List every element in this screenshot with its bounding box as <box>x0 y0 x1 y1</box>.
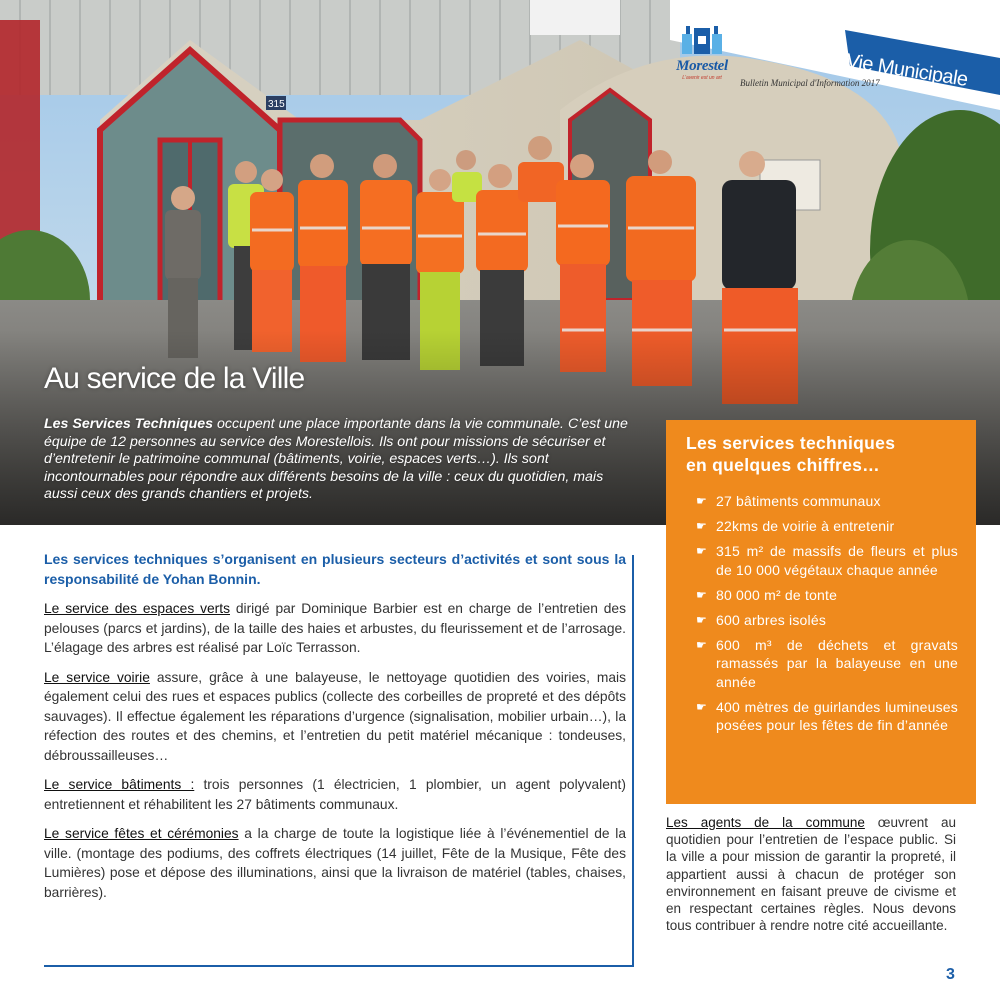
bulletin-title: Bulletin Municipal d'Information 2017 <box>740 78 880 88</box>
pointing-hand-icon: ☛ <box>696 699 707 714</box>
pointing-hand-icon: ☛ <box>696 587 707 602</box>
list-item <box>696 517 958 536</box>
key-figures-title-line2: en quelques chiffres… <box>686 455 880 475</box>
agents-paragraph <box>666 814 956 934</box>
intro-paragraph <box>44 416 634 504</box>
paragraph-voirie <box>44 668 626 766</box>
agents-text: œuvrent au quotidien pour l’entretien de l’espace public. Si la ville a pour mission de garantir la propreté, il appartient aussi à chacun de protéger son environnement en faisant preuve de civisme et en respectant certaines règles. Nous devons tous contribuer à rendre notre cité accueillante. <box>666 815 956 934</box>
morestel-logo <box>668 26 736 96</box>
key-figure-text: 80 000 m² de tonte <box>716 586 838 603</box>
pointing-hand-icon: ☛ <box>696 637 707 652</box>
frame-divider-vertical <box>632 555 634 967</box>
section-title: Vie Municipale <box>844 50 970 91</box>
logo-name: Morestel <box>676 58 728 74</box>
list-item <box>696 636 958 692</box>
key-figure-text: 315 m² de massifs de fleurs et plus de 10 000 végétaux chaque année <box>716 543 958 578</box>
main-column <box>44 549 626 912</box>
intro-text: occupent une place importante dans la vie communale. C’est une équipe de 12 personnes au service des Morestellois. Ils ont pour missions de sécuriser et d’entretenir le patrimoine communal (bâtiments, voirie, espaces verts…). Ils sont incontournables pour répondre aux différents besoins de la ville : ceux du quotidien, mais aussi ceux des grands chantiers et projets. <box>44 416 628 503</box>
pointing-hand-icon: ☛ <box>696 494 707 508</box>
list-item <box>696 611 958 630</box>
logo-tagline: L'avenir est un art <box>682 75 722 81</box>
paragraph-label: Le service voirie <box>44 669 150 685</box>
page-number: 3 <box>946 966 955 983</box>
paragraph-text: trois personnes (1 électricien, 1 plombier, un agent polyvalent) entretiennent et réhabilitent les 27 bâtiments communaux. <box>44 777 626 812</box>
agents-label: Les agents de la commune <box>666 815 865 830</box>
paragraph-label: Le service bâtiments : <box>44 777 195 792</box>
key-figure-text: 27 bâtiments communaux <box>716 493 881 509</box>
key-figures-list <box>696 492 958 741</box>
list-item <box>696 492 958 511</box>
pointing-hand-icon: ☛ <box>696 544 707 558</box>
list-item <box>696 542 958 579</box>
paragraph-text: a la charge de toute la logistique liée à l’événementiel de la ville. (montage des podiums, des coffrets électriques (14 juillet, Fête de la Musique, Fête des Lumières) pose et dépose des illuminations, ainsi que la livraison de matériel (tables, chaises, barrières). <box>44 826 626 900</box>
paragraph-espaces-verts <box>44 599 626 658</box>
key-figure-text: 22kms de voirie à entretenir <box>716 518 895 534</box>
page-title: Au service de la Ville <box>44 362 305 395</box>
key-figure-text: 600 arbres isolés <box>716 611 827 628</box>
paragraph-text: dirigé par Dominique Barbier est en charge de l’entretien des pelouses (parcs et jardins), de la taille des haies et arbustes, du fleurissement et de l’arrosage. L’élagage des arbres est réalisé par Loïc Terrasson. <box>44 601 626 655</box>
list-item <box>696 586 958 605</box>
key-figure-text: 400 mètres de guirlandes lumineuses posées pour les fêtes de fin d’année <box>716 698 958 733</box>
paragraph-label: Le service fêtes et cérémonies <box>44 826 239 841</box>
key-figure-text: 600 m³ de déchets et gravats ramassés par la balayeuse en une année <box>716 636 958 690</box>
paragraph-text: assure, grâce à une balayeuse, le nettoyage quotidien des voiries, mais également celui des rues et espaces publics (collecte des corbeilles de propreté et des dépôts sauvages). Il effectue également les réparations d’urgence (signalisation, mobilier urbain…), la réfection des routes et des chemins, et l’entretien du petit matériel mécanique : tondeuses, débroussailleuses… <box>44 669 626 763</box>
pointing-hand-icon: ☛ <box>696 519 707 533</box>
list-item <box>696 698 958 735</box>
intro-lead-bold: Les Services Techniques <box>44 416 214 432</box>
key-figures-title-line1: Les services techniques <box>686 433 896 453</box>
paragraph-batiments <box>44 775 626 814</box>
paragraph-fetes <box>44 824 626 902</box>
frame-divider-horizontal <box>44 965 634 967</box>
paragraph-label: Le service des espaces verts <box>44 601 230 616</box>
pointing-hand-icon: ☛ <box>696 612 707 627</box>
town-crest-icon <box>682 26 722 56</box>
key-figures-box <box>666 420 976 804</box>
main-lead: Les services techniques s’organisent en plusieurs secteurs d’activités et sont sous la responsabilité de Yohan Bonnin. <box>44 551 626 587</box>
building-number: 315 <box>268 99 285 110</box>
key-figures-title <box>686 432 895 476</box>
